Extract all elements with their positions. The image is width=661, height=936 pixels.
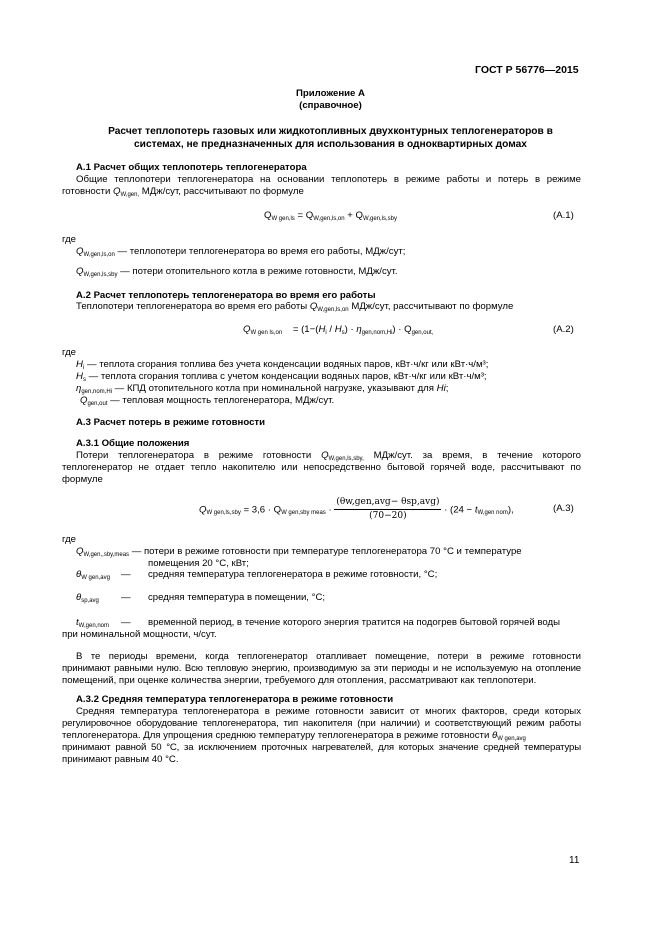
definition-eta: ηgen,nom,Hi — КПД отопительного котла при номинальной нагрузке, указывают для Hi; xyxy=(76,383,449,395)
section-a31-paragraph-line-2: теплогенератор не отдает тепло накопителю или непосредственно бытовой горячей воде, рассчитывают по xyxy=(62,462,581,473)
section-a31-paragraph-line-3: формуле xyxy=(62,474,103,485)
main-title-line-2: системах, не предназначенных для использования в одноквартирных домах xyxy=(134,139,527,150)
heating-periods-paragraph-line-3: помещений, при оценке количества энергии, требуемого для отопления, рассматривают как теплопотери. xyxy=(62,675,537,686)
section-a3-heading: А.3 Расчет потерь в режиме готовности xyxy=(76,417,266,428)
where-label-a3: где xyxy=(62,534,77,545)
section-a32-paragraph-line-3: теплогенератора. Для упрощения среднюю температуру теплогенератора в режиме готовности θW gen,avg xyxy=(62,730,526,742)
definition-qw-gen-ls-sby: QW,gen,ls,sby — потери отопительного котла в режиме готовности, МДж/сут. xyxy=(76,266,398,278)
definition-qw-sby-meas: QW,gen,,sby,meas — потери в режиме готовности при температуре теплогенератора 70 °С и температуре xyxy=(76,546,522,558)
section-a1-paragraph-line-1: Общие теплопотери теплогенератора на основании теплопотерь в режиме работы и потерь в режиме xyxy=(76,174,581,185)
definition-t-w-gen-nom-cont: при номинальной мощности, ч/сут. xyxy=(62,629,217,640)
definition-theta-w-gen-avg-dash: — xyxy=(121,569,131,580)
definition-theta-sp-avg: θsp,avg xyxy=(76,592,99,604)
definition-t-w-gen-nom: tW,gen,nom xyxy=(76,617,110,629)
page-number: 11 xyxy=(569,855,580,866)
equation-a3: QW gen,ls,sby = 3,6 · QW gen,sby meas · $\frac{\text{(θw,gen,avg− θsp,avg)}}{(70-20)}$ · (24 − tW,gen nom), xyxy=(199,497,514,522)
section-a32-heading: А.3.2 Средняя температура теплогенератора в режиме готовности xyxy=(76,694,394,705)
section-a31-paragraph-line-1: Потери теплогенератора в режиме готовности QW,gen,ls,sby, МДж/сут. за время, в течение которого xyxy=(76,450,582,462)
section-a31-heading: А.3.1 Общие положения xyxy=(76,438,190,449)
equation-a3-number: (А.3) xyxy=(553,503,574,514)
equation-a3-fraction: $\frac{\text{(θw,gen,avg− θsp,avg)}}{(70-20)}$ xyxy=(336,497,440,522)
main-title-line-1: Расчет теплопотерь газовых или жидкотопливных двухконтурных теплогенераторов в xyxy=(108,126,553,137)
appendix-title: Приложение А xyxy=(296,88,365,99)
definition-qw-sby-meas-cont: помещения 20 °С, кВт; xyxy=(148,558,249,569)
definition-t-w-gen-nom-dash: — xyxy=(121,617,131,628)
equation-a2: QW gen ls,on = (1−(Hi / Hs) · ηgen,nom,Hi) · Qgen,out, xyxy=(243,324,434,336)
section-a1-heading: А.1 Расчет общих теплопотерь теплогенератора xyxy=(76,162,307,173)
definition-t-w-gen-nom-text: временной период, в течение которого энергия тратится на подогрев бытовой горячей воды xyxy=(148,617,560,628)
section-a32-paragraph-line-1: Средняя температура теплогенератора в режиме готовности зависит от многих факторов, среди которых xyxy=(76,706,581,717)
section-a1-paragraph-line-2: готовности QW,gen, МДж/сут, рассчитывают по формуле xyxy=(62,186,304,198)
standard-number: ГОСТ Р 56776—2015 xyxy=(475,64,579,76)
equation-a1: QW gen,ls = QW,gen,ls,on + QW,gen,ls,sby xyxy=(264,210,397,222)
appendix-subtitle: (справочное) xyxy=(299,100,362,111)
definition-theta-sp-avg-text: средняя температура в помещении, °С; xyxy=(148,592,326,603)
heating-periods-paragraph-line-2: принимают равными нулю. Всю тепловую энергию, производимую за эти периоды и не используемую на отопление xyxy=(62,663,581,674)
section-a32-paragraph-line-5: принимают равным 40 °С. xyxy=(62,754,179,765)
definition-q-gen-out: Qgen,out — тепловая мощность теплогенератора, МДж/сут. xyxy=(80,395,335,407)
equation-a2-number: (А.2) xyxy=(553,324,574,335)
section-a32-paragraph-line-2: регулировочное оборудование теплогенератора, тип накопителя (при наличии) и соответствующий режим работы xyxy=(62,718,581,729)
heating-periods-paragraph-line-1: В те периоды времени, когда теплогенератор отапливает помещение, потери в режиме готовности xyxy=(76,651,581,662)
where-label-a2: где xyxy=(62,347,77,358)
section-a2-paragraph: Теплопотери теплогенератора во время его работы QW,gen,ls,on МДж/сут, рассчитывают по формуле xyxy=(76,301,514,313)
definition-theta-w-gen-avg: θW gen,avg xyxy=(76,569,110,581)
section-a32-paragraph-line-4: принимают равной 50 °С, за исключением проточных нагревателей, для которых значение средней температуры xyxy=(62,742,581,753)
definition-theta-w-gen-avg-text: средняя температура теплогенератора в режиме готовности, °С; xyxy=(148,569,438,580)
definition-hi: Hi — теплота сгорания топлива без учета конденсации водяных паров, кВт·ч/кг или кВт·ч/м³; xyxy=(76,359,489,371)
section-a2-heading: А.2 Расчет теплопотерь теплогенератора во время его работы xyxy=(76,290,376,301)
definition-theta-sp-avg-dash: — xyxy=(121,592,131,603)
definition-hs: Hs — теплота сгорания топлива с учетом конденсации водяных паров, кВт·ч/кг или кВт·ч/м³; xyxy=(76,371,487,383)
definition-qw-gen-ls-on: QW,gen,ls,on — теплопотери теплогенератора во время его работы, МДж/сут; xyxy=(76,246,406,258)
equation-a1-number: (А.1) xyxy=(553,210,574,221)
where-label-a1: где xyxy=(62,234,77,245)
